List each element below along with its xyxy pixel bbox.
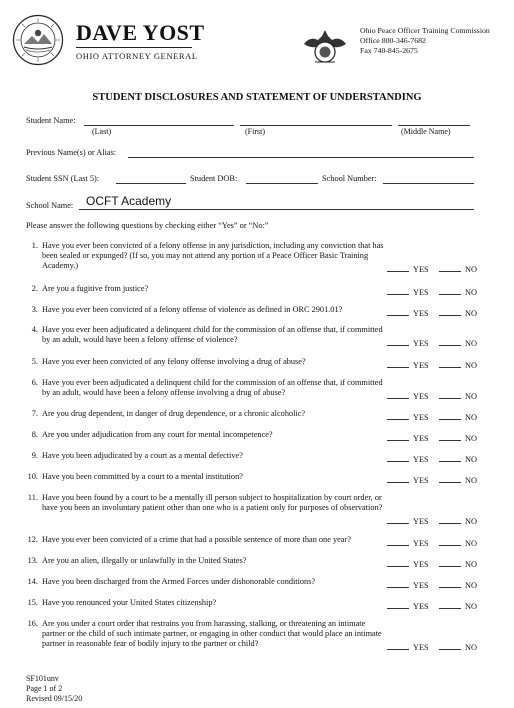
question-item <box>26 305 386 315</box>
question-text: Have you renounced your United States citizenship? <box>42 598 217 607</box>
question-number: 3. <box>31 305 38 314</box>
question-item <box>26 325 386 345</box>
yes-label: YES <box>413 643 429 652</box>
no-blank[interactable] <box>439 453 461 462</box>
no-checkbox[interactable] <box>439 411 477 422</box>
no-checkbox[interactable] <box>439 558 477 569</box>
yes-label: YES <box>413 434 429 443</box>
no-checkbox[interactable] <box>439 600 477 611</box>
question-text: Are you under a court order that restrains you from harassing, stalking, or threatening an intimate partner or the child of such intimate partner, or engaging in other conduct that would place an intimate partner in reasonable fear of bodily injury to the partner or child? <box>42 619 382 648</box>
no-label: NO <box>465 581 477 590</box>
question-number: 9. <box>31 451 38 460</box>
no-checkbox[interactable] <box>439 359 477 370</box>
school-number-label: School Number: <box>322 174 377 183</box>
question-number: 13. <box>27 556 38 565</box>
no-blank[interactable] <box>439 286 461 295</box>
question-number: 14. <box>27 577 38 586</box>
question-number: 7. <box>31 409 38 418</box>
question-text: Have you been discharged from the Armed Forces under dishonorable conditions? <box>42 577 316 586</box>
no-label: NO <box>465 434 477 443</box>
question-item <box>26 241 386 271</box>
question-number: 12. <box>27 535 38 544</box>
no-checkbox[interactable] <box>439 453 477 464</box>
yes-blank[interactable] <box>387 411 409 420</box>
no-blank[interactable] <box>439 558 461 567</box>
yes-blank[interactable] <box>387 286 409 295</box>
document-title: STUDENT DISCLOSURES AND STATEMENT OF UNDERSTANDING <box>92 92 422 103</box>
dob-field[interactable] <box>246 183 318 184</box>
no-label: NO <box>465 309 477 318</box>
question-item <box>26 556 386 566</box>
no-blank[interactable] <box>439 411 461 420</box>
question-text: Have you ever been adjudicated a delinquent child for the commission of an offense that, if committed by an adult, would have been a felony offense involving a drug of abuse? <box>42 378 383 397</box>
question-item <box>26 493 386 513</box>
question-text: Are you an alien, illegally or unlawfully in the United States? <box>42 556 247 565</box>
no-checkbox[interactable] <box>439 537 477 548</box>
question-text: Are you under adjudication from any court for mental incompetence? <box>42 430 273 439</box>
middle-name-field[interactable] <box>398 125 470 126</box>
contact-phone: Office 800-346-7682 <box>360 36 426 45</box>
yes-label: YES <box>413 539 429 548</box>
yes-label: YES <box>413 581 429 590</box>
no-blank[interactable] <box>439 515 461 524</box>
no-blank[interactable] <box>439 537 461 546</box>
question-text: Are you a fugitive from justice? <box>42 284 149 293</box>
contact-info <box>360 26 490 56</box>
question-item <box>26 430 386 440</box>
ssn-label: Student SSN (Last 5): <box>26 174 100 183</box>
yes-label: YES <box>413 309 429 318</box>
question-item <box>26 378 386 398</box>
no-checkbox[interactable] <box>439 641 477 652</box>
yes-checkbox[interactable] <box>387 286 429 297</box>
question-number: 10. <box>27 472 38 481</box>
question-text: Have you ever been convicted of any felony offense involving a drug of abuse? <box>42 357 306 366</box>
no-label: NO <box>465 288 477 297</box>
no-label: NO <box>465 517 477 526</box>
form-footer <box>26 674 82 704</box>
no-label: NO <box>465 560 477 569</box>
no-blank[interactable] <box>439 337 461 346</box>
yes-checkbox[interactable] <box>387 411 429 422</box>
school-name-label: School Name: <box>26 201 74 210</box>
question-item <box>26 535 386 545</box>
yes-label: YES <box>413 602 429 611</box>
yes-label: YES <box>413 455 429 464</box>
question-text: Have you been committed by a court to a mental institution? <box>42 472 243 481</box>
yes-blank[interactable] <box>387 515 409 524</box>
yes-checkbox[interactable] <box>387 453 429 464</box>
question-text: Have you been adjudicated by a court as a mental defective? <box>42 451 243 460</box>
page-number: Page 1 of 2 <box>26 684 63 693</box>
student-name-label: Student Name: <box>26 116 76 125</box>
yes-label: YES <box>413 517 429 526</box>
no-blank[interactable] <box>439 432 461 441</box>
yes-label: YES <box>413 476 429 485</box>
previous-names-label: Previous Name(s) or Alias: <box>26 148 117 157</box>
question-number: 2. <box>31 284 38 293</box>
yes-label: YES <box>413 288 429 297</box>
no-checkbox[interactable] <box>439 307 477 318</box>
state-seal-icon <box>12 14 64 66</box>
yes-label: YES <box>413 339 429 348</box>
yes-checkbox[interactable] <box>387 432 429 443</box>
yes-label: YES <box>413 265 429 274</box>
yes-blank[interactable] <box>387 579 409 588</box>
yes-label: YES <box>413 413 429 422</box>
first-name-field[interactable] <box>240 125 392 126</box>
question-text: Have you ever been adjudicated a delinquent child for the commission of an offense that, if committed by an adult, would have been a felony offense of violence? <box>42 325 383 344</box>
no-label: NO <box>465 361 477 370</box>
last-name-field[interactable] <box>84 125 234 126</box>
no-blank[interactable] <box>439 641 461 650</box>
yes-blank[interactable] <box>387 558 409 567</box>
question-number: 1. <box>31 241 38 250</box>
school-name-value: OCFT Academy <box>86 194 172 208</box>
no-checkbox[interactable] <box>439 474 477 485</box>
no-blank[interactable] <box>439 390 461 399</box>
instructions: Please answer the following questions by checking either “Yes” or “No:” <box>26 221 269 230</box>
question-number: 4. <box>31 325 38 334</box>
contact-fax: Fax 740-845-2675 <box>360 46 418 55</box>
no-label: NO <box>465 455 477 464</box>
no-label: NO <box>465 539 477 548</box>
yes-blank[interactable] <box>387 263 409 272</box>
brand-name: DAVE YOST <box>76 20 205 45</box>
no-blank[interactable] <box>439 263 461 272</box>
no-label: NO <box>465 413 477 422</box>
question-number: 16. <box>27 619 38 628</box>
yes-checkbox[interactable] <box>387 337 429 348</box>
ssn-field[interactable] <box>116 183 186 184</box>
no-blank[interactable] <box>439 307 461 316</box>
no-label: NO <box>465 339 477 348</box>
yes-blank[interactable] <box>387 453 409 462</box>
no-checkbox[interactable] <box>439 286 477 297</box>
brand-office: OHIO ATTORNEY GENERAL <box>76 51 198 61</box>
no-blank[interactable] <box>439 359 461 368</box>
yes-blank[interactable] <box>387 600 409 609</box>
opotc-emblem-icon <box>300 26 350 68</box>
question-item <box>26 451 386 461</box>
question-item <box>26 357 386 367</box>
no-label: NO <box>465 476 477 485</box>
no-label: NO <box>465 392 477 401</box>
question-item <box>26 409 386 419</box>
yes-blank[interactable] <box>387 432 409 441</box>
question-item <box>26 619 386 649</box>
yes-checkbox[interactable] <box>387 537 429 548</box>
question-item <box>26 472 386 482</box>
brand-divider <box>76 47 192 48</box>
no-blank[interactable] <box>439 474 461 483</box>
question-number: 11. <box>27 493 38 502</box>
no-label: NO <box>465 643 477 652</box>
question-number: 8. <box>31 430 38 439</box>
question-text: Have you ever been convicted of a felony offense of violence as defined in ORC 2901.01? <box>42 305 343 314</box>
middle-caption: (Middle Name) <box>401 127 451 136</box>
yes-label: YES <box>413 560 429 569</box>
yes-blank[interactable] <box>387 474 409 483</box>
yes-checkbox[interactable] <box>387 474 429 485</box>
contact-org: Ohio Peace Officer Training Commission <box>360 26 490 35</box>
yes-checkbox[interactable] <box>387 263 429 274</box>
yes-checkbox[interactable] <box>387 359 429 370</box>
yes-blank[interactable] <box>387 537 409 546</box>
question-number: 6. <box>31 378 38 387</box>
question-item <box>26 598 386 608</box>
previous-names-field[interactable] <box>128 157 474 158</box>
yes-blank[interactable] <box>387 359 409 368</box>
yes-checkbox[interactable] <box>387 515 429 526</box>
yes-checkbox[interactable] <box>387 641 429 652</box>
question-number: 15. <box>27 598 38 607</box>
no-blank[interactable] <box>439 579 461 588</box>
dob-label: Student DOB: <box>190 174 238 183</box>
revision-date: Revised 09/15/20 <box>26 694 83 703</box>
yes-checkbox[interactable] <box>387 307 429 318</box>
no-label: NO <box>465 602 477 611</box>
yes-blank[interactable] <box>387 307 409 316</box>
first-caption: (First) <box>245 127 265 136</box>
yes-label: YES <box>413 392 429 401</box>
question-number: 5. <box>31 357 38 366</box>
school-number-field[interactable] <box>383 183 474 184</box>
question-text: Have you ever been convicted of a crime that had a possible sentence of more than one year? <box>42 535 351 544</box>
question-text: Are you drug dependent, in danger of drug dependence, or a chronic alcoholic? <box>42 409 306 418</box>
question-item <box>26 577 386 587</box>
yes-checkbox[interactable] <box>387 579 429 590</box>
no-checkbox[interactable] <box>439 337 477 348</box>
no-blank[interactable] <box>439 600 461 609</box>
no-checkbox[interactable] <box>439 515 477 526</box>
question-text: Have you ever been convicted of a felony offense in any jurisdiction, including any conviction that has been sealed or expunged? (If so, you may not attend any portion of a Peace Officer Basic Training Academy.) <box>42 241 384 270</box>
form-code: SF101unv <box>26 674 59 683</box>
yes-checkbox[interactable] <box>387 600 429 611</box>
yes-blank[interactable] <box>387 337 409 346</box>
yes-label: YES <box>413 361 429 370</box>
question-text: Have you been found by a court to be a mentally ill person subject to hospitalization by court order, or have you been an involuntary patient other than one who is a patient only for purposes of observation? <box>42 493 383 512</box>
question-item <box>26 284 386 294</box>
yes-checkbox[interactable] <box>387 558 429 569</box>
no-checkbox[interactable] <box>439 579 477 590</box>
no-checkbox[interactable] <box>439 432 477 443</box>
no-checkbox[interactable] <box>439 263 477 274</box>
yes-checkbox[interactable] <box>387 390 429 401</box>
school-name-field[interactable] <box>79 209 474 210</box>
brand-block <box>76 22 205 61</box>
yes-blank[interactable] <box>387 390 409 399</box>
last-caption: (Last) <box>92 127 112 136</box>
yes-blank[interactable] <box>387 641 409 650</box>
no-checkbox[interactable] <box>439 390 477 401</box>
no-label: NO <box>465 265 477 274</box>
